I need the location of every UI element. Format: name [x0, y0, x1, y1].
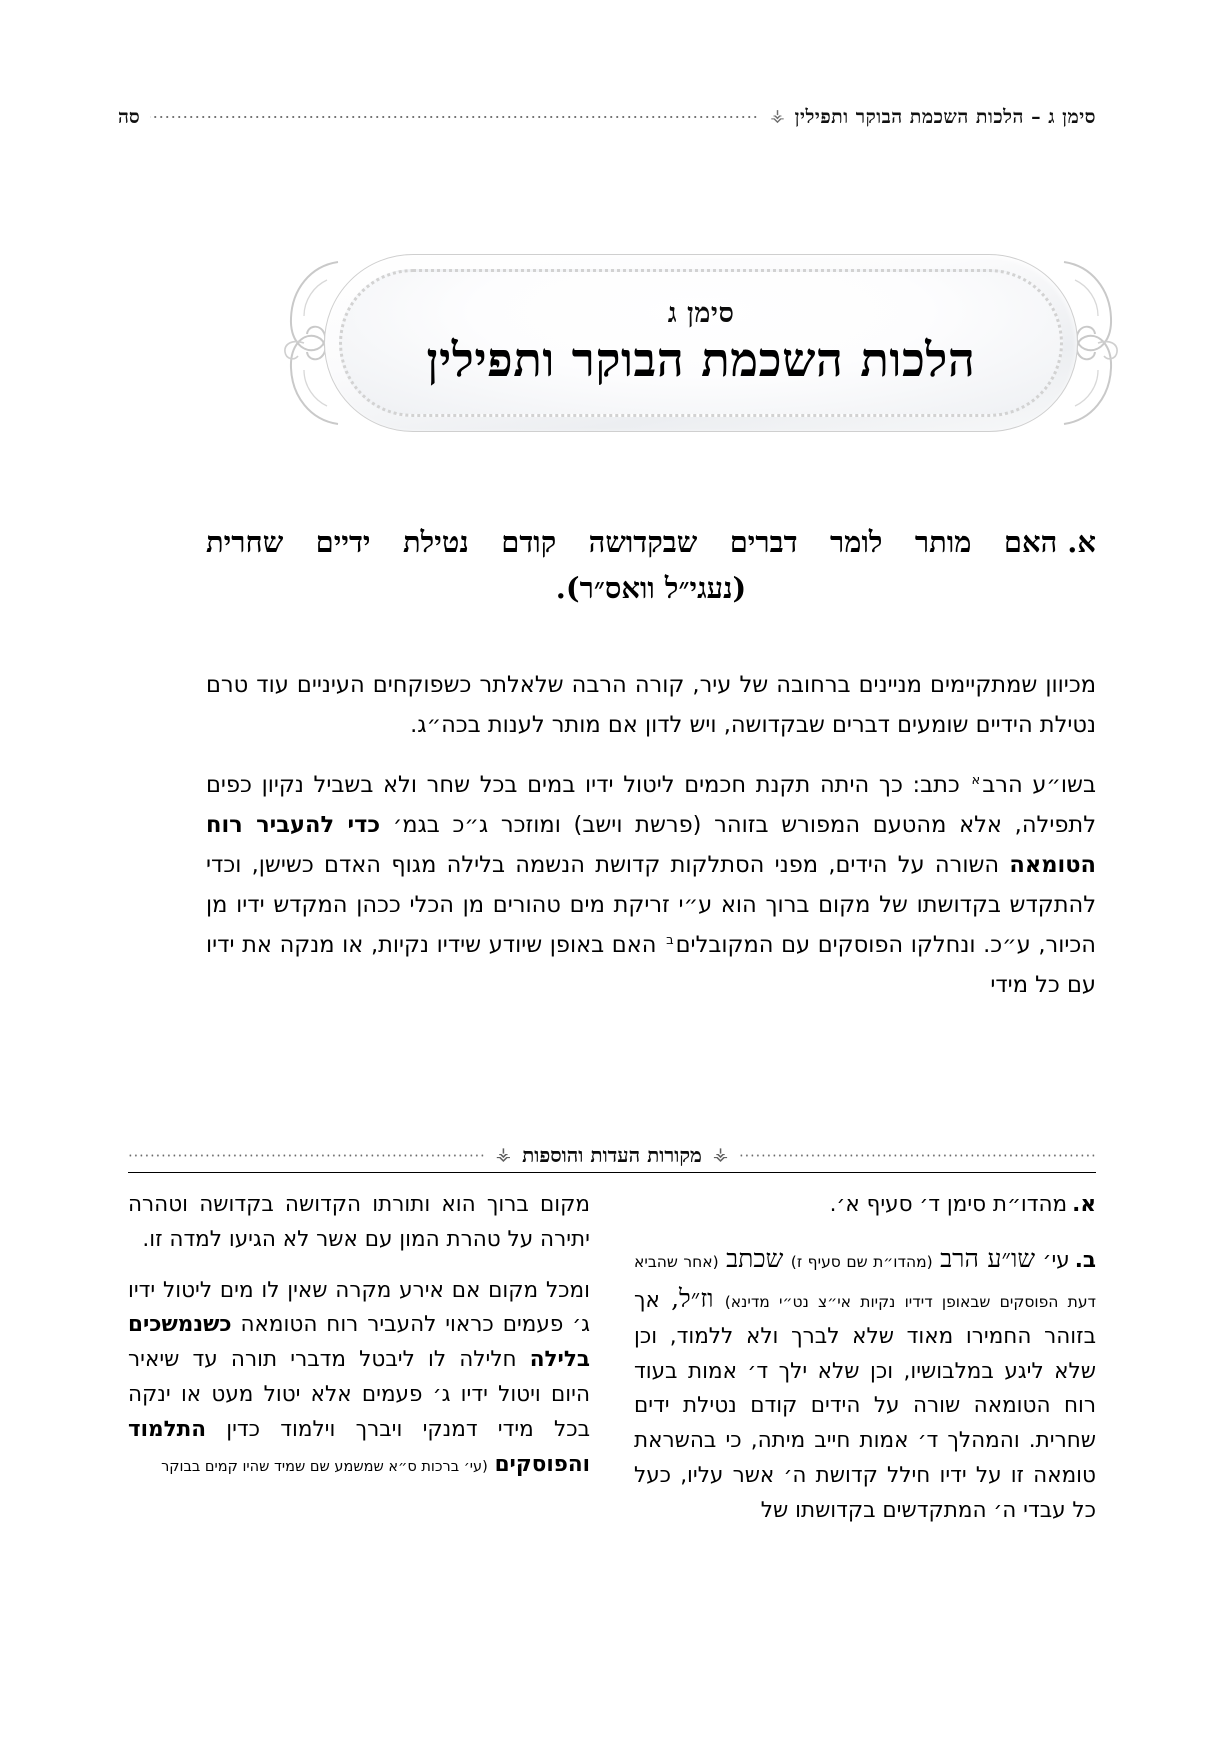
fleuron-ornament-icon: ⚶ [770, 105, 785, 126]
plaque-frame-outer [324, 254, 1078, 432]
divider-dotted-rule-left [128, 1151, 485, 1160]
footnotes-column-left [128, 1188, 590, 1728]
body-p2-part-b: כתב: כך היתה תקנת חכמים ליטול ידיו במים בכל שחר ולא בשביל נקיון כפים לתפילה, אלא מהטעם המפורש בזוהר (פרשת וישב) ומוזכר ג״כ בגמ׳ [206, 772, 1096, 839]
body-paragraph-2 [206, 765, 1096, 1005]
divider-fleuron-right-icon: ⚶ [712, 1144, 729, 1165]
question-heading-text: האם מותר לומר דברים שבקדושה קודם נטילת ידיים שחרית [206, 525, 1058, 559]
footnotes-area [128, 1188, 1096, 1728]
footnote-bet-source-2: שכתב [726, 1243, 784, 1273]
footnote-ref-alef[interactable]: א [971, 772, 981, 788]
footnote-bet-body: אך בזוהר החמירו מאוד שלא לברך ולא ללמוד, וכן שלא ליגע במלבושיו, וכן שלא ילך ד׳ אמות בעוד רוח הטומאה שורה על הידים קודם נטילת ידים שחרית. והמהלך ד׳ אמות חייב מיתה, כי בהשראת טומאה זו על ידיו חילל קדושת ה׳ אשר עליו, כעל כל עבדי ה׳ המתקדשים בקדושתו של [634, 1288, 1096, 1523]
body-p2-emphasis: כדי להעביר רוח הטומאה [206, 812, 1096, 879]
footnote-continuation-paragraph-2 [128, 1274, 590, 1483]
plaque-title: הלכות השכמת הבוקר ותפילין [426, 332, 976, 388]
footnote-bet-marker: ב. [1074, 1247, 1096, 1273]
divider-dotted-rule-right [739, 1151, 1096, 1160]
question-heading-line-1 [206, 520, 1096, 566]
footnote-left-emphasis-1: כשנמשכים בלילה [128, 1312, 590, 1373]
footnote-left-emphasis-2: התלמוד והפוסקים [128, 1416, 590, 1477]
footnote-alef [634, 1188, 1096, 1223]
body-paragraph-1: מכיוון שמתקיימים מניינים ברחובה של עיר, קורה הרבה שלאלתר כשפוקחים העיניים עוד טרם נטילת הידיים שומעים דברים שבקדושה, ויש לדון אם מותר לענות בכה״ג. [206, 672, 1096, 739]
plaque-siman-label: סימן ג [667, 297, 735, 329]
footnote-bet-source-1: שו״ע הרב [940, 1243, 1036, 1273]
body-p2-part-a: בשו״ע הרב [982, 772, 1096, 799]
notes-horizontal-rule [128, 1172, 1096, 1173]
footnote-left-part-b: חלילה לו ליבטל מדברי תורה עד שיאיר היום ויטול ידיו ג׳ פעמים אלא יטול מעט או ינקה בכל מידי דמנקי ויברך וילמוד כדין [128, 1347, 590, 1442]
footnote-bet [634, 1239, 1096, 1529]
body-p2-part-c: השורה על הידים, מפני הסתלקות קדושת הנשמה בלילה מגוף האדם כשישן, וכדי להתקדש בקדושתו של מקום ברוך הוא ע״י זריקת מים טהורים מן הכלי ככהן המקדש ידיו מן הכיור, ע״כ. ונחלקו הפוסקים עם המקובלים [206, 852, 1096, 959]
footnote-continuation-paragraph-1: מקום ברוך הוא ותורתו הקדושה בקדושה וטהרה יתירה על טהרת המון עם אשר לא הגיעו למדה זו. [128, 1192, 590, 1252]
question-letter-marker: א. [1067, 525, 1096, 559]
running-header [118, 100, 1096, 134]
plaque-frame-inner [339, 269, 1063, 417]
body-p2-part-d: האם באופן שיודע שידיו נקיות, או מנקה את ידיו עם כל מידי [206, 932, 1096, 999]
title-plaque [306, 248, 1096, 438]
footnote-bet-intro: עי׳ [1035, 1247, 1070, 1273]
footnote-bet-paren-2: (אחר שהביא דעת הפוסקים שבאופן דידיו נקיות אי״צ נט״י מדינא) [634, 1252, 1096, 1312]
notes-divider [128, 1140, 1096, 1170]
header-dotted-rule [150, 112, 760, 122]
footnote-bet-paren-1: (מהדו״ת שם סעיף ז) [790, 1252, 933, 1271]
footnote-left-citation: (עי׳ ברכות ס״א שמשמע שם שמיד שהיו קמים בבוקר [161, 1458, 488, 1475]
footnote-alef-marker: א. [1072, 1192, 1096, 1217]
footnotes-column-right [634, 1188, 1096, 1728]
divider-fleuron-left-icon: ⚶ [495, 1144, 512, 1165]
running-header-title: סימן ג – הלכות השכמת הבוקר ותפילין [794, 105, 1096, 128]
page-number: סה [118, 105, 140, 128]
footnote-left-part-a: ומכל מקום אם אירע מקרה שאין לו מים ליטול ידיו ג׳ פעמים כראוי להעביר רוח הטומאה [128, 1277, 590, 1338]
question-heading [206, 520, 1096, 612]
notes-divider-label: מקורות העדות והוספות [522, 1142, 702, 1167]
body-text [206, 665, 1096, 1005]
footnote-ref-bet[interactable]: ב [666, 932, 674, 948]
footnote-bet-source-3: וז״ל, [671, 1284, 714, 1314]
question-heading-line-2: (נעגי״ל וואס״ר). [555, 570, 747, 605]
footnote-alef-text: מהדו״ת סימן ד׳ סעיף א׳. [829, 1192, 1068, 1217]
